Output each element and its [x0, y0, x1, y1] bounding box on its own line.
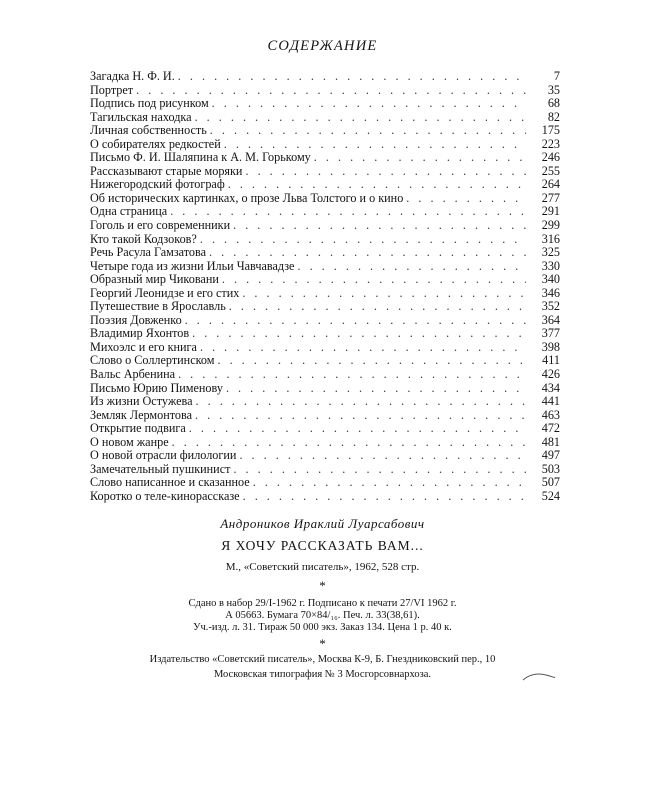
toc-leader-dots [195, 111, 526, 125]
toc-entry [90, 70, 560, 84]
toc-leader-dots [239, 449, 526, 463]
toc-entry-page: 291 [541, 204, 560, 219]
toc-entry-title: Четыре года из жизни Ильи Чавчавадзе [90, 258, 295, 273]
toc-entry-title: Подпись под рисунком [90, 96, 209, 111]
toc-entry-title: Вальс Арбенина [90, 367, 176, 382]
toc-entry-title: Одна страница [90, 204, 168, 219]
toc-entry-title: Гоголь и его современники [90, 218, 231, 233]
toc-entry-page: 330 [541, 258, 560, 273]
toc-leader-dots [172, 436, 526, 450]
toc-entry-page: 316 [541, 231, 560, 246]
toc-entry-title: Открытие подвига [90, 421, 186, 436]
table-of-contents [90, 70, 560, 504]
toc-entry-page: 299 [541, 218, 560, 233]
toc-entry-title: Письмо Ф. И. Шаляпина к А. М. Горькому [90, 150, 311, 165]
toc-leader-dots [253, 476, 526, 490]
toc-entry [90, 395, 560, 409]
toc-entry [90, 111, 560, 125]
toc-entry [90, 124, 560, 138]
toc-entry-title: Из жизни Остужева [90, 394, 193, 409]
toc-entry [90, 84, 560, 98]
toc-entry [90, 436, 560, 450]
toc-entry-title: Нижегородский фотограф [90, 177, 225, 192]
toc-entry [90, 97, 560, 111]
publisher-line: Издательство «Советский писатель», Москва К-9, Б. Гнездниковский пер., 10 [149, 654, 496, 665]
toc-entry-page: 426 [541, 367, 560, 382]
separator-asterisk: * [319, 578, 326, 593]
toc-entry-page: 503 [541, 461, 560, 476]
toc-entry [90, 287, 560, 301]
toc-entry-page: 507 [541, 475, 560, 490]
toc-entry-page: 434 [541, 380, 560, 395]
toc-entry-title: Владимир Яхонтов [90, 326, 190, 341]
toc-entry-title: О собирателях редкостей [90, 136, 221, 151]
toc-entry-page: 352 [541, 299, 560, 314]
toc-leader-dots [233, 219, 526, 233]
toc-entry-page: 82 [547, 109, 560, 124]
toc-entry [90, 151, 560, 165]
print-details [0, 598, 645, 634]
toc-leader-dots [192, 327, 526, 341]
toc-entry [90, 233, 560, 247]
toc-entry [90, 476, 560, 490]
toc-entry-page: 7 [553, 69, 560, 83]
toc-entry [90, 246, 560, 260]
toc-entry-title: Михоэлс и его книга [90, 339, 197, 354]
toc-entry-page: 481 [541, 434, 560, 449]
toc-leader-dots [200, 233, 526, 247]
toc-leader-dots [200, 341, 526, 355]
toc-entry-title: Об исторических картинках, о прозе Льва Толстого и о кино [90, 190, 404, 205]
toc-entry-page: 364 [541, 312, 560, 327]
book-title: Я ХОЧУ РАССКАЗАТЬ ВАМ... [221, 538, 424, 553]
toc-entry-page: 411 [542, 353, 560, 368]
toc-leader-dots [229, 300, 526, 314]
toc-leader-dots [243, 490, 526, 504]
toc-entry-title: Путешествие в Ярославль [90, 299, 226, 314]
toc-leader-dots [170, 205, 526, 219]
toc-entry [90, 273, 560, 287]
toc-entry-title: Портрет [90, 82, 134, 97]
toc-leader-dots [406, 192, 526, 206]
toc-entry-title: Рассказывают старые моряки [90, 163, 243, 178]
toc-entry [90, 165, 560, 179]
toc-leader-dots [210, 124, 526, 138]
toc-leader-dots [233, 463, 526, 477]
toc-entry [90, 422, 560, 436]
toc-entry-page: 325 [541, 245, 560, 260]
toc-entry-page: 255 [541, 163, 560, 178]
toc-leader-dots [245, 165, 526, 179]
toc-entry-title: Поэзия Довженко [90, 312, 182, 327]
print-line: Сдано в набор 29/I-1962 г. Подписано к печати 27/VI 1962 г. [188, 598, 457, 609]
toc-entry-title: Письмо Юрию Пименову [90, 380, 223, 395]
toc-entry [90, 490, 560, 504]
toc-entry [90, 409, 560, 423]
toc-entry [90, 205, 560, 219]
toc-entry-page: 264 [541, 177, 560, 192]
toc-entry [90, 354, 560, 368]
toc-entry [90, 341, 560, 355]
toc-leader-dots [226, 382, 526, 396]
toc-leader-dots [228, 178, 526, 192]
toc-entry-title: О новом жанре [90, 434, 169, 449]
pencil-mark [522, 672, 556, 682]
toc-leader-dots [217, 354, 526, 368]
toc-leader-dots [212, 97, 526, 111]
toc-entry-title: О новой отрасли филологии [90, 448, 237, 463]
toc-entry-title: Слово написанное и сказанное [90, 475, 250, 490]
toc-leader-dots [224, 138, 526, 152]
toc-entry-title: Кто такой Кодзоков? [90, 231, 197, 246]
toc-leader-dots [209, 246, 526, 260]
toc-leader-dots [242, 287, 526, 301]
toc-leader-dots [195, 409, 526, 423]
toc-entry [90, 260, 560, 274]
toc-entry-page: 340 [541, 272, 560, 287]
toc-leader-dots [314, 151, 526, 165]
toc-entry-page: 346 [541, 285, 560, 300]
toc-leader-dots [189, 422, 526, 436]
toc-entry-title: Земляк Лермонтова [90, 407, 192, 422]
toc-entry-page: 35 [547, 82, 560, 97]
toc-entry-page: 497 [541, 448, 560, 463]
toc-entry-page: 463 [541, 407, 560, 422]
toc-entry-page: 175 [541, 123, 560, 138]
toc-leader-dots [178, 368, 526, 382]
toc-entry-title: Коротко о теле-кинорассказе [90, 488, 240, 503]
toc-entry [90, 192, 560, 206]
toc-entry [90, 463, 560, 477]
toc-entry [90, 138, 560, 152]
toc-entry [90, 449, 560, 463]
toc-entry-page: 377 [541, 326, 560, 341]
author-name: Андроников Ираклий Луарсабович [220, 516, 425, 531]
toc-entry [90, 382, 560, 396]
toc-entry-page: 68 [547, 96, 560, 111]
toc-entry [90, 327, 560, 341]
publisher-line: Московская типография № 3 Мосгорсовнархоза. [213, 669, 432, 680]
toc-entry-page: 223 [541, 136, 560, 151]
contents-title: СОДЕРЖАНИЕ [267, 38, 378, 54]
toc-entry-title: Речь Расула Гамзатова [90, 245, 207, 260]
toc-entry-page: 524 [541, 488, 560, 503]
toc-entry-title: Тагильская находка [90, 109, 192, 124]
toc-entry-page: 277 [541, 190, 560, 205]
toc-leader-dots [178, 70, 526, 84]
toc-entry [90, 178, 560, 192]
toc-entry [90, 300, 560, 314]
toc-entry [90, 368, 560, 382]
toc-leader-dots [222, 273, 526, 287]
toc-entry-title: Загадка Н. Ф. И. [90, 69, 175, 83]
toc-entry-title: Личная собственность [90, 123, 207, 138]
publication-info: М., «Советский писатель», 1962, 528 стр. [225, 561, 420, 573]
toc-entry-page: 441 [541, 394, 560, 409]
toc-leader-dots [196, 395, 527, 409]
toc-entry-page: 472 [541, 421, 560, 436]
toc-entry-title: Замечательный пушкинист [90, 461, 231, 476]
toc-entry-title: Георгий Леонидзе и его стих [90, 285, 240, 300]
toc-entry-page: 398 [541, 339, 560, 354]
toc-entry-page: 246 [541, 150, 560, 165]
toc-entry-title: Слово о Соллертинском [90, 353, 215, 368]
toc-entry [90, 219, 560, 233]
separator-asterisk: * [319, 636, 326, 651]
print-line: Уч.-изд. л. 31. Тираж 50 000 экз. Заказ 134. Цена 1 р. 40 к. [193, 622, 452, 633]
toc-entry-title: Образный мир Чиковани [90, 272, 219, 287]
print-line: А 05663. Бумага 70×84/₁₆. Печ. л. 33(38,61). [225, 610, 420, 621]
toc-leader-dots [136, 84, 526, 98]
toc-leader-dots [185, 314, 526, 328]
toc-entry [90, 314, 560, 328]
toc-leader-dots [297, 260, 526, 274]
